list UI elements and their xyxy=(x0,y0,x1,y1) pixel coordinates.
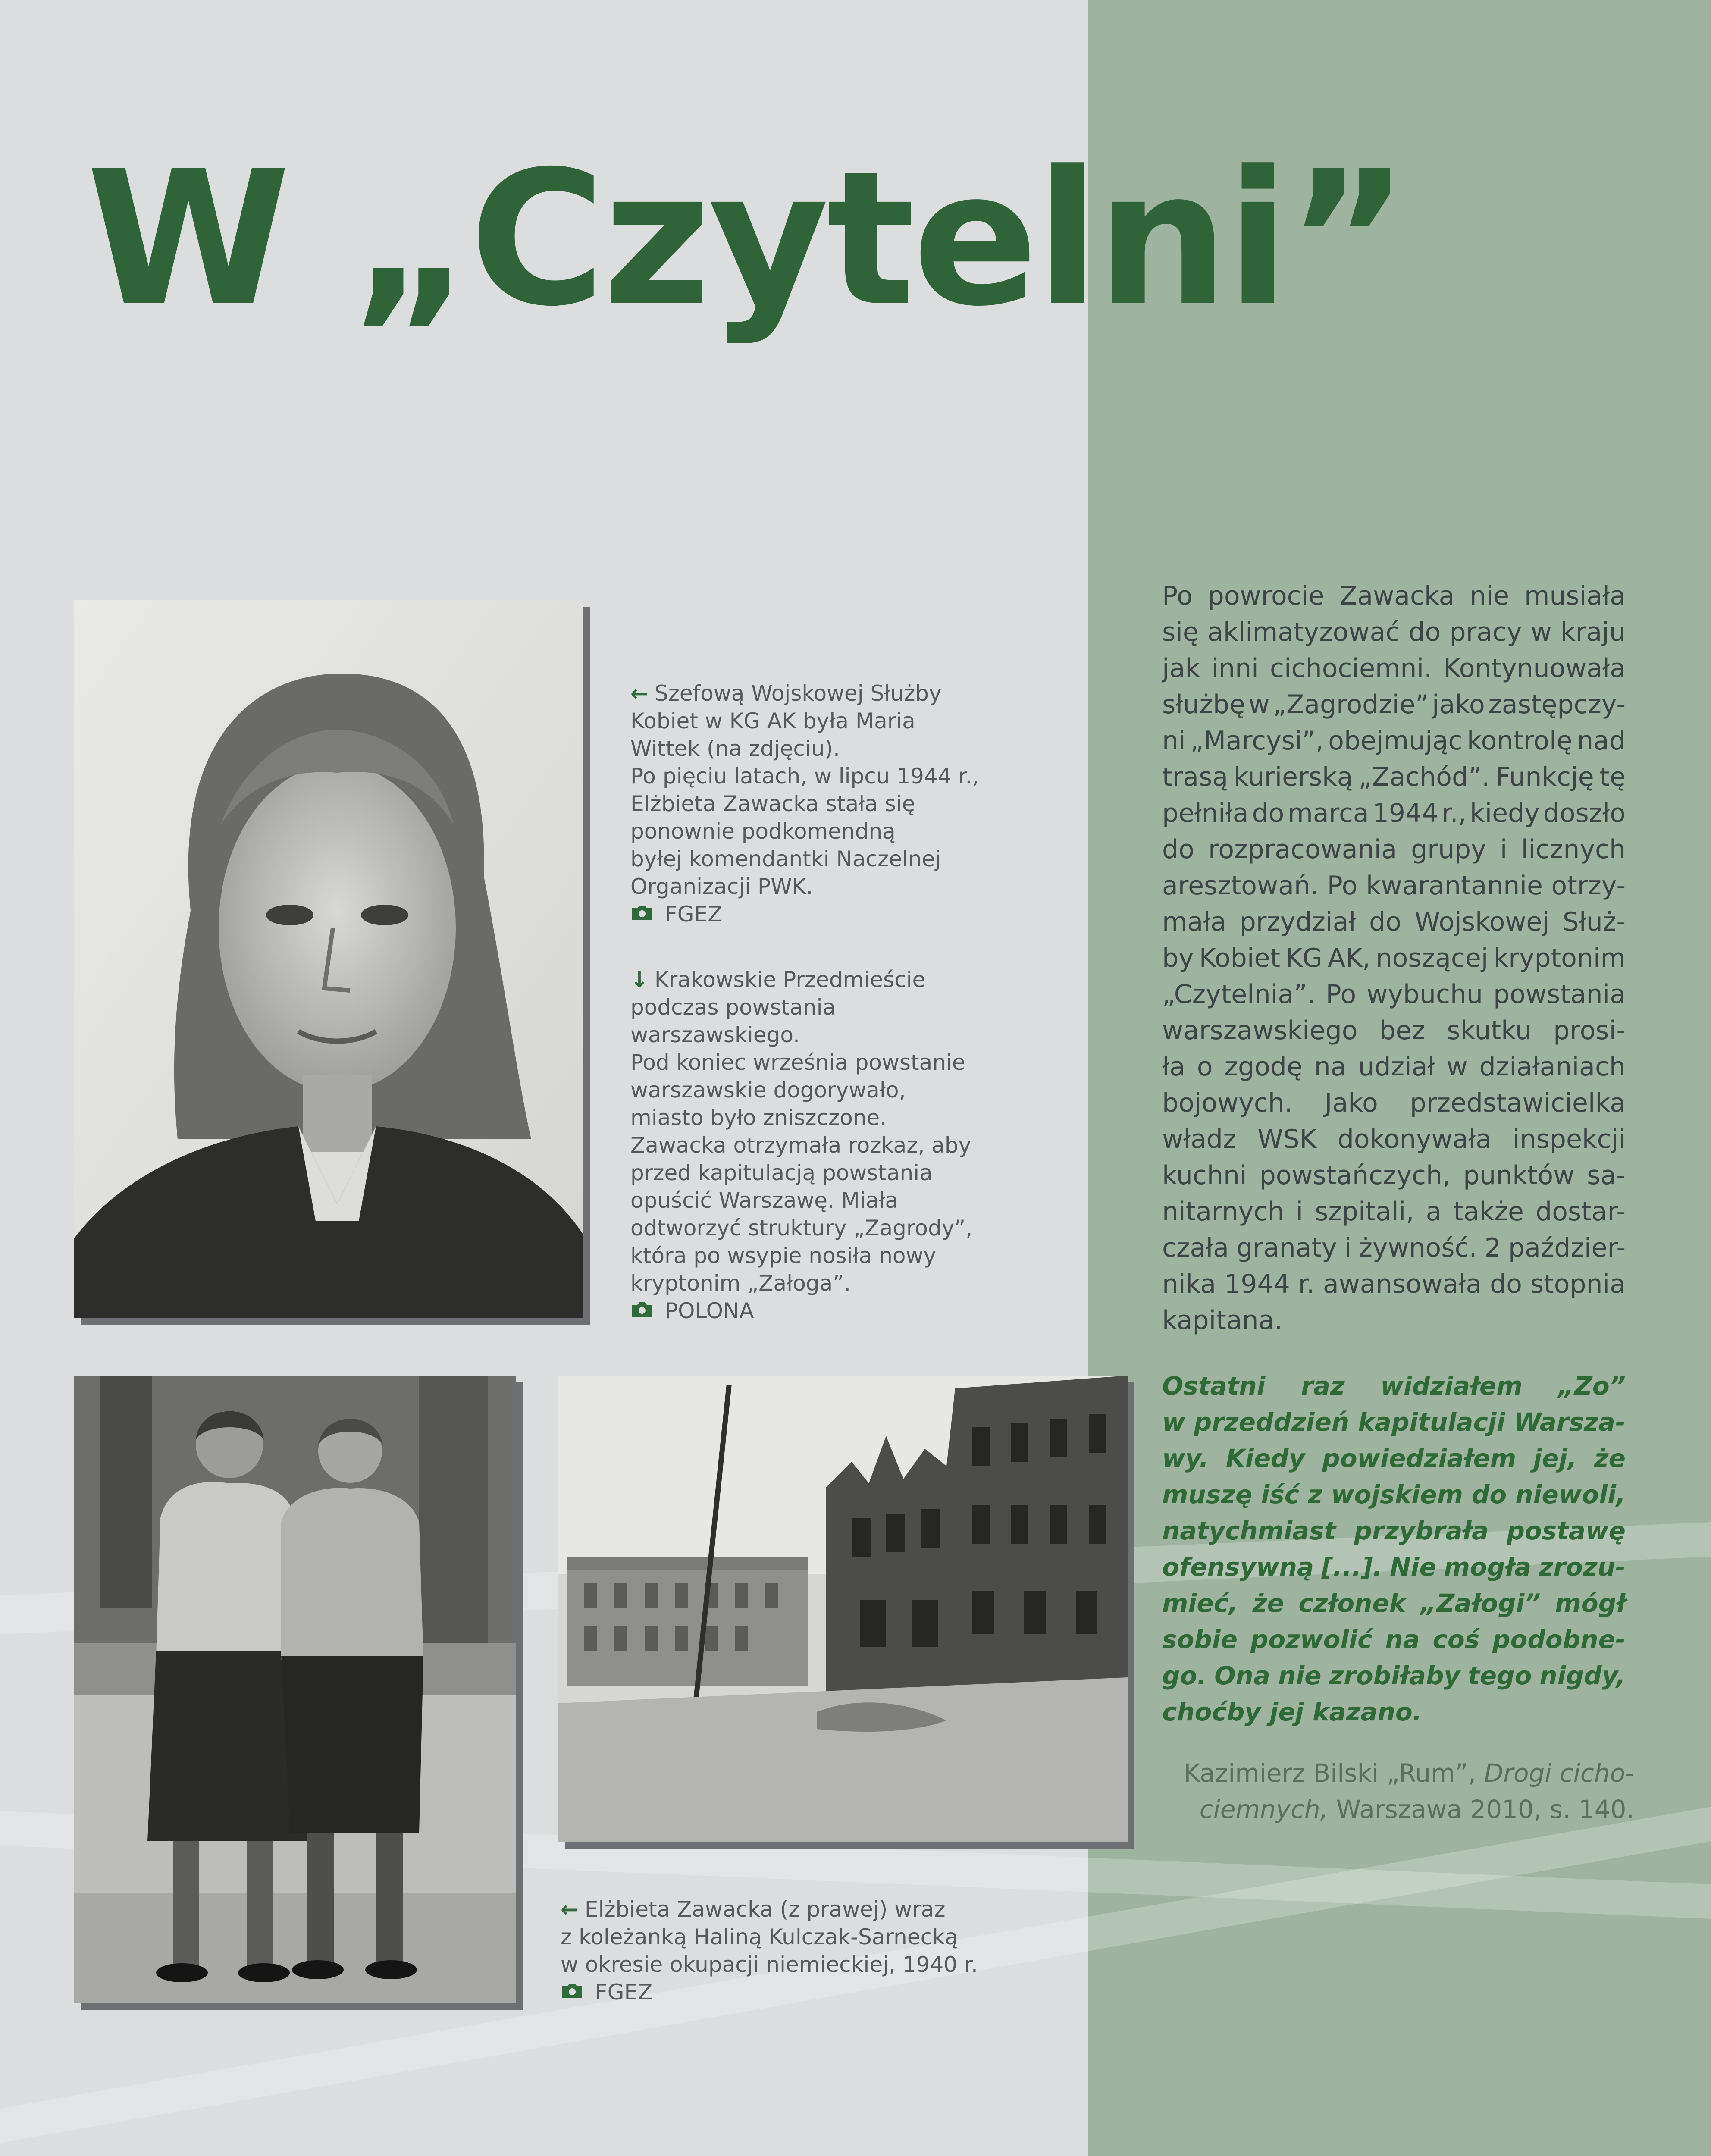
caption-line: Szefową Wojskowej Służby xyxy=(654,681,942,706)
word: i xyxy=(1500,834,1507,865)
word: raz xyxy=(1301,1371,1345,1401)
word: w xyxy=(1162,1407,1185,1437)
caption-line: która po wsypie nosiła nowy xyxy=(630,1243,937,1268)
photo-zawacka-kulczak xyxy=(74,1376,516,2003)
caption-line: warszawskie dogorywało, xyxy=(630,1078,906,1103)
word: muszę xyxy=(1162,1480,1253,1509)
caption-line: warszawskiego. xyxy=(630,1022,800,1047)
word: Po xyxy=(1162,581,1193,611)
word: pozwolić xyxy=(1250,1625,1373,1654)
body-line xyxy=(1162,831,1626,868)
word: dostar- xyxy=(1536,1197,1626,1227)
caption-line: byłej komendantki Naczelnej xyxy=(630,846,941,871)
word: kapitana. xyxy=(1162,1305,1283,1335)
body-line xyxy=(1162,578,1626,614)
arrow-left-icon: ← xyxy=(561,1897,579,1922)
body-line xyxy=(1162,1121,1626,1157)
caption-line: ponownie podkomendną xyxy=(630,819,896,844)
camera-icon xyxy=(630,1297,654,1325)
body-line xyxy=(1162,614,1626,650)
caption-line: Kobiet w KG AK była Maria xyxy=(630,708,915,733)
quote-block xyxy=(1162,1368,1626,1730)
word: kuchni xyxy=(1162,1160,1247,1191)
word: kiedy xyxy=(1470,798,1540,828)
arrow-left-icon: ← xyxy=(630,681,649,706)
word: noszącej xyxy=(1376,943,1489,973)
word: „Zo” xyxy=(1558,1371,1626,1401)
caption-line: z koleżanką Haliną Kulczak-Sarnecką xyxy=(561,1924,958,1949)
word: wybuchu xyxy=(1366,979,1483,1009)
source-book-title: ciemnych, xyxy=(1199,1795,1329,1824)
word: jej xyxy=(1269,1697,1304,1727)
word: „Załogi” xyxy=(1420,1589,1541,1618)
camera-icon xyxy=(630,900,654,928)
word: do xyxy=(1162,834,1194,865)
quote-line xyxy=(1162,1621,1626,1658)
word: Funkcję xyxy=(1495,762,1594,792)
arrow-down-icon: ↓ xyxy=(630,967,649,992)
word: przedstawicielka xyxy=(1410,1088,1626,1118)
word: podobne- xyxy=(1492,1625,1626,1654)
word: go. xyxy=(1162,1661,1207,1690)
word: przybrała xyxy=(1354,1516,1489,1545)
word: do xyxy=(1369,907,1401,937)
word: tę xyxy=(1599,762,1626,792)
word: władz xyxy=(1162,1124,1237,1154)
photo-krakowskie-przedmiescie xyxy=(558,1376,1128,1842)
word: jako xyxy=(1432,689,1485,720)
word: „Marcysi”, xyxy=(1190,726,1324,756)
quote-line xyxy=(1162,1694,1626,1730)
word: udział xyxy=(1358,1052,1435,1082)
body-line xyxy=(1162,1012,1626,1049)
caption-line: odtworzyć struktury „Zagrody”, xyxy=(630,1216,973,1241)
word: r. xyxy=(1298,1269,1315,1299)
body-line xyxy=(1162,868,1626,904)
word: „Czytelnia”. xyxy=(1162,979,1316,1009)
word: punktów xyxy=(1463,1160,1575,1191)
quote-line xyxy=(1162,1404,1626,1440)
quote-line xyxy=(1162,1549,1626,1585)
word: że xyxy=(1252,1589,1284,1618)
word: członek xyxy=(1298,1589,1406,1618)
word: Po xyxy=(1326,979,1357,1009)
word: choćby xyxy=(1162,1697,1261,1727)
word: widziałem xyxy=(1380,1371,1523,1401)
word: zastępczy- xyxy=(1488,689,1626,720)
word: iść xyxy=(1261,1480,1300,1509)
body-line xyxy=(1162,1085,1626,1121)
word: służbę xyxy=(1162,689,1245,720)
word: stopnia xyxy=(1530,1269,1626,1299)
word: doszło xyxy=(1543,798,1626,828)
caption-line: podczas powstania xyxy=(630,995,836,1020)
caption-line: Pod koniec września powstanie xyxy=(630,1050,965,1075)
body-line xyxy=(1162,940,1626,976)
word: kwarantannie xyxy=(1366,871,1543,901)
word: kraju xyxy=(1561,617,1626,647)
word: kurierską xyxy=(1233,762,1353,792)
word: Kobiet xyxy=(1199,943,1280,973)
quote-line xyxy=(1162,1585,1626,1621)
body-line xyxy=(1162,1302,1626,1338)
word: Ostatni xyxy=(1162,1371,1266,1401)
word: inni xyxy=(1211,653,1259,683)
word: przeddzień xyxy=(1194,1407,1350,1437)
body-line xyxy=(1162,795,1626,831)
word: mieć, xyxy=(1162,1589,1238,1618)
word: skutku xyxy=(1447,1015,1532,1046)
word: bez xyxy=(1379,1015,1426,1046)
caption-line: Wittek (na zdjęciu). xyxy=(630,736,840,761)
word: żywność. xyxy=(1359,1233,1477,1263)
caption-line: Elżbieta Zawacka (z prawej) wraz xyxy=(584,1897,946,1922)
word: dokonywała xyxy=(1337,1124,1492,1154)
word: kazano. xyxy=(1312,1697,1422,1727)
caption-line: Organizacji PWK. xyxy=(630,874,813,899)
body-line xyxy=(1162,976,1626,1012)
caption-line: opuścić Warszawę. Miała xyxy=(630,1188,899,1213)
quote-source xyxy=(1138,1755,1634,1827)
word: AK, xyxy=(1328,943,1371,973)
quote-line xyxy=(1162,1368,1626,1404)
word: mała xyxy=(1162,907,1227,937)
word: by xyxy=(1162,943,1194,973)
word: postawę xyxy=(1507,1516,1626,1545)
caption-line: Krakowskie Przedmieście xyxy=(654,967,926,992)
word: grupy xyxy=(1411,834,1486,865)
word: aklimatyzować xyxy=(1207,617,1400,647)
body-line xyxy=(1162,904,1626,940)
word: powstańczych, xyxy=(1259,1160,1451,1191)
word: trasą xyxy=(1162,762,1228,792)
word: nie xyxy=(1470,581,1510,611)
photo-credit: POLONA xyxy=(665,1298,754,1323)
photo-credit: FGEZ xyxy=(595,1980,653,2005)
body-line xyxy=(1162,723,1626,759)
word: a xyxy=(1426,1197,1442,1227)
word: nitarnych xyxy=(1162,1197,1285,1227)
word: Warsza- xyxy=(1514,1407,1626,1437)
body-line xyxy=(1162,1194,1626,1230)
word: licznych xyxy=(1521,834,1626,865)
caption-line: przed kapitulacją powstania xyxy=(630,1160,933,1185)
word: powrocie xyxy=(1207,581,1325,611)
word: niewoli, xyxy=(1515,1480,1626,1509)
quote-line xyxy=(1162,1658,1626,1694)
word: „Zagrodzie” xyxy=(1273,689,1429,720)
word: działaniach xyxy=(1479,1052,1626,1082)
word: bojowych. xyxy=(1162,1088,1293,1118)
word: o xyxy=(1197,1052,1213,1082)
word: do xyxy=(1252,798,1285,828)
word: Kontynuowała xyxy=(1443,653,1626,683)
word: i xyxy=(1344,1233,1352,1263)
word: szpitali, xyxy=(1315,1197,1414,1227)
caption-line: miasto było zniszczone. xyxy=(630,1105,887,1130)
word: w xyxy=(1530,617,1552,647)
quote-line xyxy=(1162,1513,1626,1549)
word: „Zachód”. xyxy=(1358,762,1490,792)
word: nad xyxy=(1577,726,1626,756)
word: Wojskowej xyxy=(1414,907,1550,937)
body-line xyxy=(1162,1230,1626,1266)
word: także xyxy=(1453,1197,1524,1227)
word: zrobiłaby xyxy=(1329,1661,1460,1690)
word: kontrolę xyxy=(1467,726,1573,756)
body-line xyxy=(1162,759,1626,795)
word: ła xyxy=(1162,1052,1185,1082)
word: marca xyxy=(1288,798,1369,828)
word: rozpracowania xyxy=(1208,834,1398,865)
body-line xyxy=(1162,686,1626,723)
word: do xyxy=(1490,1269,1522,1299)
word: inspekcji xyxy=(1512,1124,1626,1154)
word: Po xyxy=(1327,871,1358,901)
word: sa- xyxy=(1587,1160,1626,1191)
word: musiała xyxy=(1524,581,1626,611)
photo-credit: FGEZ xyxy=(665,902,723,927)
word: otrzy- xyxy=(1551,871,1626,901)
word: kryptonim xyxy=(1493,943,1626,973)
word: pełniła xyxy=(1162,798,1249,828)
caption-zawacka-kulczak xyxy=(561,1896,1035,2006)
word: wojskiem xyxy=(1331,1480,1463,1509)
word: aresztowań. xyxy=(1162,871,1319,901)
word: do xyxy=(1408,617,1441,647)
word: przydział xyxy=(1239,907,1356,937)
word: wy. xyxy=(1162,1444,1209,1473)
caption-line: kryptonim „Załoga”. xyxy=(630,1271,851,1296)
word: KG xyxy=(1285,943,1322,973)
body-line xyxy=(1162,1049,1626,1085)
word: [...]. xyxy=(1321,1552,1382,1582)
body-line xyxy=(1162,1157,1626,1194)
word: paździer- xyxy=(1508,1233,1626,1263)
word: coś xyxy=(1432,1625,1480,1654)
word: na xyxy=(1314,1052,1347,1082)
word: nie xyxy=(1278,1661,1322,1690)
word: Jako xyxy=(1324,1088,1378,1118)
word: nigdy, xyxy=(1539,1661,1626,1690)
word: powstania xyxy=(1493,979,1626,1009)
body-line xyxy=(1162,650,1626,686)
word: powiedziałem xyxy=(1322,1444,1517,1473)
word: 1944 xyxy=(1224,1269,1290,1299)
word: ni xyxy=(1162,726,1186,756)
word: Ona xyxy=(1214,1661,1271,1690)
word: Służ- xyxy=(1562,907,1626,937)
photo-maria-wittek xyxy=(74,600,583,1318)
word: prosi- xyxy=(1553,1015,1626,1046)
caption-line: Elżbieta Zawacka stała się xyxy=(630,791,915,816)
word: warszawskiego xyxy=(1162,1015,1358,1046)
caption-line: w okresie okupacji niemieckiej, 1940 r. xyxy=(561,1952,978,1977)
word: tego xyxy=(1468,1661,1532,1690)
word: na xyxy=(1385,1625,1420,1654)
word: zgodę xyxy=(1224,1052,1303,1082)
word: Nie xyxy=(1390,1552,1436,1582)
word: pracy xyxy=(1449,617,1522,647)
word: 2 xyxy=(1484,1233,1501,1263)
source-book-title: Drogi cicho- xyxy=(1484,1758,1634,1788)
body-line xyxy=(1162,1266,1626,1302)
word: do xyxy=(1471,1480,1507,1509)
word: nika xyxy=(1162,1269,1216,1299)
word: czała xyxy=(1162,1233,1229,1263)
word: WSK xyxy=(1257,1124,1317,1154)
word: z xyxy=(1308,1480,1322,1509)
word: 1944 xyxy=(1372,798,1438,828)
word: jak xyxy=(1162,653,1200,683)
word: mogła xyxy=(1444,1552,1532,1582)
quote-line xyxy=(1162,1440,1626,1476)
quote-line xyxy=(1162,1476,1626,1513)
word: Kiedy xyxy=(1225,1444,1305,1473)
caption-line: Zawacka otrzymała rozkaz, aby xyxy=(630,1133,971,1158)
caption-maria-wittek xyxy=(630,680,1018,928)
word: awansowała xyxy=(1322,1269,1482,1299)
body-text xyxy=(1162,578,1626,1338)
word: r., xyxy=(1442,798,1467,828)
word: jej, xyxy=(1533,1444,1577,1473)
word: sobie xyxy=(1162,1625,1238,1654)
word: natychmiast xyxy=(1162,1516,1336,1545)
word: że xyxy=(1594,1444,1626,1473)
word: ofensywną xyxy=(1162,1552,1314,1582)
source-author: Kazimierz Bilski „Rum”, xyxy=(1184,1758,1476,1788)
word: w xyxy=(1446,1052,1468,1082)
word: i xyxy=(1296,1197,1303,1227)
word: kapitulacji xyxy=(1358,1407,1505,1437)
word: mógł xyxy=(1555,1589,1626,1618)
word: obejmując xyxy=(1328,726,1463,756)
caption-krakowskie-przedmiescie xyxy=(630,966,1018,1325)
camera-icon xyxy=(561,1978,584,2006)
source-details: Warszawa 2010, s. 140. xyxy=(1336,1795,1634,1824)
word: Zawacka xyxy=(1339,581,1455,611)
word: się xyxy=(1162,617,1199,647)
word: cichociemni. xyxy=(1270,653,1432,683)
word: granaty xyxy=(1236,1233,1337,1263)
word: zrozu- xyxy=(1539,1552,1626,1582)
word: w xyxy=(1248,689,1270,720)
page-title: W „Czytelni” xyxy=(86,132,1407,347)
caption-line: Po pięciu latach, w lipcu 1944 r., xyxy=(630,764,979,789)
